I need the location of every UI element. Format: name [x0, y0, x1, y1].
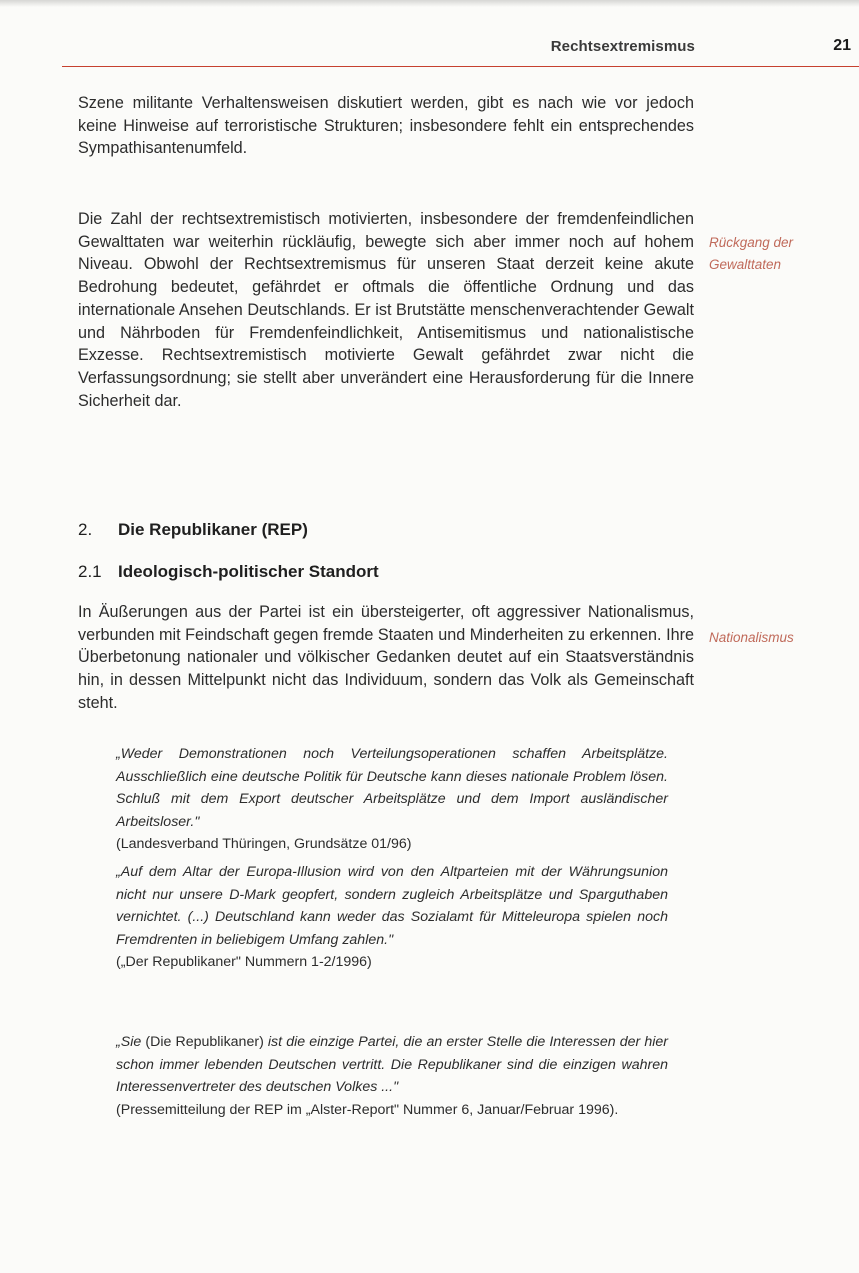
subsection-title: Ideologisch-politischer Standort [118, 562, 379, 581]
margin-note-violence: Rückgang der Gewalttaten [709, 235, 794, 272]
quote-source: („Der Republikaner" Nummern 1-2/1996) [116, 954, 372, 971]
subsection-number: 2.1 [78, 562, 102, 581]
paragraph-nationalism: In Äußerungen aus der Partei ist ein übersteigerter, oft aggressiver Nationalismus, verbunden mit Feindschaft gegen fremde Staaten und Minderheiten zu erkennen. Ihre Überbetonung nationaler und völkischer Gedanken deutet auf ein Staatsverständnis hin, in dessen Mittelpunkt nicht das Individuum, sondern das Volk als Gemeinschaft steht. [78, 603, 694, 712]
quote-text: „Auf dem Altar der Europa-Illusion wird von den Altparteien mit der Währungsunion nicht nur unsere D-Mark geopfert, sondern zugleich Arbeitsplätze und Sparguthaben vernichtet. (...) Deutschland kann weder das Sozialamt für Mitteleuropa spielen noch Fremdrenten in beliebigem Umfang zahlen." [116, 864, 668, 948]
section-heading-2 [78, 520, 308, 540]
quote-text [116, 1031, 668, 1099]
quote-text-start: „Sie [116, 1034, 142, 1050]
paragraph-violence: Die Zahl der rechtsextremistisch motivierten, insbesondere der fremdenfeindlichen Gewalttaten war weiterhin rückläufig, bewegte sich aber immer noch auf hohem Niveau. Obwohl der Rechtsextremismus für unseren Staat derzeit keine akute Bedrohung bedeutet, gefährdet er oftmals die öffentliche Ordnung und das internationale Ansehen Deutschlands. Er ist Brutstätte menschenverachtender Gewalt und Nährboden für Fremdenfeindlichkeit, Antisemitismus und nationalistische Exzesse. Rechtsextremistisch motivierte Gewalt gefährdet zwar nicht die Verfassungsordnung; sie stellt aber unverändert eine Herausforderung für die Innere Sicherheit dar. [78, 210, 694, 410]
quote-insertion: (Die Republikaner) [141, 1034, 268, 1050]
quote-press-release [116, 1031, 668, 1121]
section-number: 2. [78, 520, 93, 539]
quote-text: „Weder Demonstrationen noch Verteilungsoperationen schaffen Arbeitsplätze. Ausschließlich eine deutsche Politik für Deutsche kann dieses nationale Problem lösen. Schluß mit dem Export deutscher Arbeitsplätze und dem Import ausländischer Arbeitsloser." [116, 746, 668, 830]
quote-source: (Landesverband Thüringen, Grundsätze 01/96) [116, 836, 412, 853]
quote-republikaner-magazine [116, 861, 668, 974]
section-heading-2-1 [78, 562, 379, 582]
page-number: 21 [833, 37, 851, 54]
page-edge-shadow [0, 0, 859, 7]
margin-note-nationalism: Nationalismus [709, 630, 794, 645]
section-title: Die Republikaner (REP) [118, 520, 308, 539]
quote-text-rest: ist die einzige Partei, die an erster Stelle die Interessen der hier schon immer lebenden Deutschen vertritt. Die Republikaner sind die einzigen wahren Interessenvertreter des deutschen Volkes ..." [116, 1034, 668, 1096]
quote-source: (Pressemitteilung der REP im „Alster-Report" Nummer 6, Januar/Februar 1996). [116, 1101, 619, 1118]
paragraph-intro: Szene militante Verhaltensweisen diskutiert werden, gibt es nach wie vor jedoch keine Hinweise auf terroristische Strukturen; insbesondere fehlt ein entsprechendes Sympathisantenumfeld. [78, 94, 694, 158]
running-title: Rechtsextremismus [550, 38, 695, 55]
quote-thueringen [116, 743, 668, 856]
page-header [62, 34, 859, 67]
